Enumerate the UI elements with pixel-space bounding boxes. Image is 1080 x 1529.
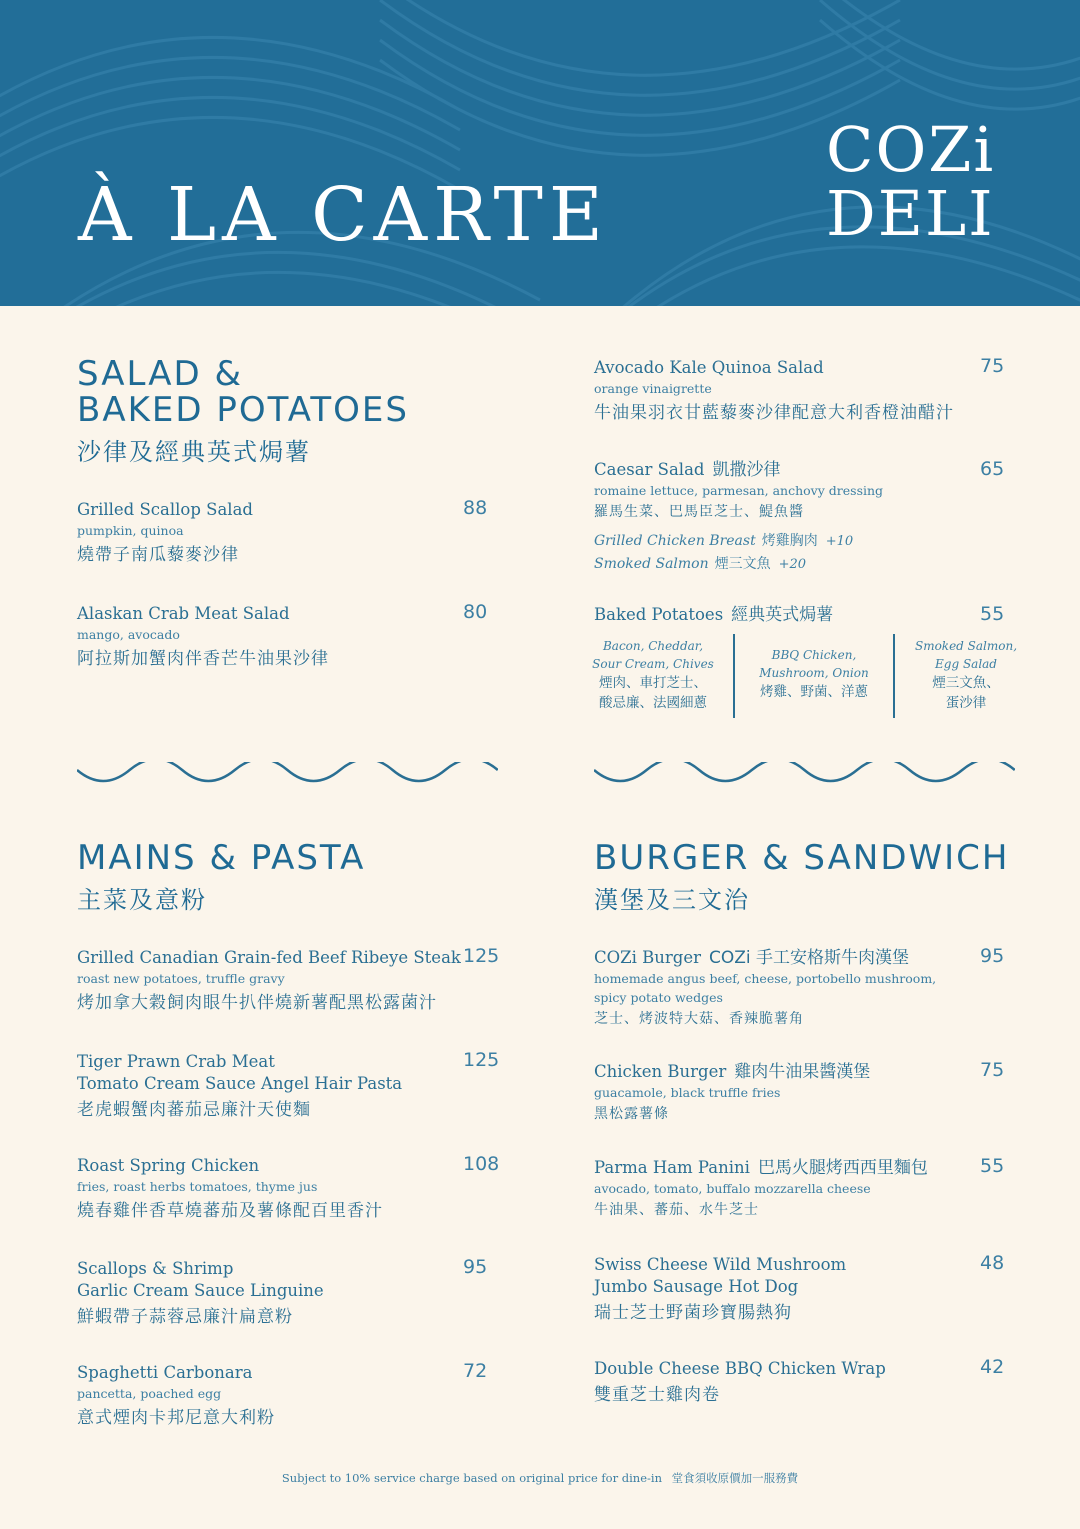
option-cn: 蛋沙律	[945, 695, 987, 711]
menu-item	[77, 603, 329, 672]
item-cn: 芝士、烤波特大菇、香辣脆薯角	[594, 1011, 804, 1027]
item-desc: mango, avocado	[77, 627, 180, 642]
item-desc: roast new potatoes, truffle gravy	[77, 971, 285, 986]
service-charge-note	[0, 1470, 1080, 1486]
item-desc: guacamole, black truffle fries	[594, 1085, 781, 1100]
item-price: 72	[463, 1360, 488, 1382]
item-cn: 老虎蝦蟹肉蕃茄忌廉汁天使麵	[77, 1100, 311, 1120]
item-name	[594, 1061, 870, 1083]
item-desc: avocado, tomato, buffalo mozzarella cheese	[594, 1181, 871, 1196]
item-cn: 烤加拿大穀飼肉眼牛扒伴燒新薯配黑松露菌汁	[77, 993, 437, 1013]
option-cn: 酸忌廉、法國細蔥	[599, 695, 707, 711]
item-price: 88	[463, 497, 488, 519]
item-cn: 黑松露薯條	[594, 1106, 669, 1122]
item-name: Swiss Cheese Wild Mushroom	[594, 1255, 847, 1274]
menu-item	[594, 459, 883, 576]
menu-item	[594, 1157, 928, 1220]
item-cn: 牛油果羽衣甘藍藜麥沙律配意大利香橙油醋汁	[594, 403, 954, 423]
menu-item	[77, 1362, 275, 1431]
section-title-burger: BURGER & SANDWICH	[594, 838, 1010, 878]
item-name: Scallops & Shrimp	[77, 1259, 234, 1278]
logo-line2: DELI	[826, 177, 995, 250]
option-cn: 烤雞、野菌、洋蔥	[760, 684, 868, 700]
addon-item	[594, 553, 883, 576]
item-name-en: Caesar Salad	[594, 460, 705, 479]
menu-item	[77, 499, 253, 568]
menu-item-potatoes	[594, 604, 833, 626]
item-price: 55	[980, 603, 1005, 625]
item-cn: 雙重芝士雞肉卷	[594, 1385, 720, 1405]
option-en: Sour Cream, Chives	[592, 657, 714, 671]
wave-divider-right	[594, 762, 1015, 792]
item-price: 95	[980, 945, 1005, 967]
item-name: Tiger Prawn Crab Meat	[77, 1052, 275, 1071]
item-price: 75	[980, 355, 1005, 377]
item-name	[594, 947, 936, 969]
item-name-en: Parma Ham Panini	[594, 1158, 750, 1177]
option-en: BBQ Chicken,	[771, 648, 857, 662]
item-price: 75	[980, 1059, 1005, 1081]
potato-option	[906, 637, 1026, 713]
item-name	[594, 604, 833, 626]
item-price: 65	[980, 458, 1005, 480]
potato-option	[748, 646, 880, 702]
item-price: 108	[463, 1153, 500, 1175]
item-desc-line2: spicy potato wedges	[594, 990, 723, 1005]
section-title-salad-cn: 沙律及經典英式焗薯	[77, 438, 311, 466]
menu-item	[594, 1254, 846, 1326]
addon-item	[594, 530, 883, 553]
item-name-en: COZi Burger	[594, 948, 701, 967]
section-title-mains: MAINS & PASTA	[77, 838, 366, 878]
item-price: 55	[980, 1155, 1005, 1177]
addon-extra: +20	[778, 557, 807, 572]
item-price: 80	[463, 601, 488, 623]
item-desc: fries, roast herbs tomatoes, thyme jus	[77, 1179, 318, 1194]
item-name-cn: 凱撒沙律	[712, 460, 781, 480]
addon-extra: +10	[825, 534, 854, 549]
addon-cn: 煙三文魚	[714, 556, 771, 572]
menu-item	[77, 1258, 324, 1330]
item-cn: 意式煙肉卡邦尼意大利粉	[77, 1408, 275, 1428]
menu-item	[77, 1051, 402, 1123]
item-name-cn: 巴馬火腿烤西西里麵包	[757, 1158, 928, 1178]
menu-item	[77, 1155, 383, 1224]
item-name: Alaskan Crab Meat Salad	[77, 604, 290, 623]
menu-item	[594, 357, 954, 426]
item-cn: 牛油果、蕃茄、水牛芝士	[594, 1202, 759, 1218]
option-en: Mushroom, Onion	[759, 666, 869, 680]
menu-item	[594, 1061, 870, 1124]
item-name-line2: Tomato Cream Sauce Angel Hair Pasta	[77, 1074, 403, 1093]
item-price: 42	[980, 1356, 1005, 1378]
option-cn: 煙三文魚、	[932, 675, 1000, 691]
menu-item	[594, 947, 936, 1029]
section-title-mains-cn: 主菜及意粉	[77, 886, 207, 914]
item-name-en: Baked Potatoes	[594, 605, 724, 624]
item-desc: pancetta, poached egg	[77, 1386, 222, 1401]
potato-option	[588, 637, 718, 713]
addon-name: Grilled Chicken Breast	[594, 533, 756, 549]
item-price: 95	[463, 1256, 488, 1278]
section-title-salad-line2: BAKED POTATOES	[77, 390, 409, 430]
footer-text-cn: 堂食須收原價加一服務費	[671, 1471, 799, 1485]
item-name: Avocado Kale Quinoa Salad	[594, 358, 824, 377]
addon-cn: 烤雞胸肉	[761, 533, 818, 549]
item-cn: 阿拉斯加蟹肉伴香芒牛油果沙律	[77, 649, 329, 669]
item-price: 125	[463, 1049, 500, 1071]
item-name: Double Cheese BBQ Chicken Wrap	[594, 1359, 886, 1378]
section-title-burger-cn: 漢堡及三文治	[594, 886, 750, 914]
section-title-salad-line1: SALAD &	[77, 354, 243, 394]
item-desc: pumpkin, quinoa	[77, 523, 184, 538]
option-en: Smoked Salmon,	[914, 639, 1018, 653]
item-cn: 燒帶子南瓜藜麥沙律	[77, 545, 239, 565]
logo-line1: COZi	[826, 113, 996, 186]
item-name-cn: 經典英式焗薯	[731, 605, 834, 625]
item-name-line2: Garlic Cream Sauce Linguine	[77, 1281, 324, 1300]
item-desc: homemade angus beef, cheese, portobello mushroom,	[594, 971, 937, 986]
divider	[733, 634, 735, 718]
item-price: 125	[463, 945, 500, 967]
item-desc: romaine lettuce, parmesan, anchovy dressing	[594, 483, 884, 498]
item-name-cn: 雞肉牛油果醬漢堡	[734, 1062, 871, 1082]
option-en: Bacon, Cheddar,	[602, 639, 704, 653]
item-name-en: Chicken Burger	[594, 1062, 727, 1081]
item-name-cn: COZi 手工安格斯牛肉漢堡	[709, 948, 910, 968]
item-cn: 羅馬生菜、巴馬臣芝士、鯷魚醬	[594, 504, 804, 520]
menu-item	[594, 1358, 886, 1408]
page-title: À LA CARTE	[78, 172, 609, 258]
item-name	[594, 1157, 928, 1179]
header-banner	[0, 0, 1080, 306]
item-name: Grilled Canadian Grain-fed Beef Ribeye Steak	[77, 948, 461, 967]
item-name: Roast Spring Chicken	[77, 1156, 260, 1175]
option-cn: 煙肉、車打芝士、	[599, 675, 707, 691]
item-name: Spaghetti Carbonara	[77, 1363, 253, 1382]
item-name-line2: Jumbo Sausage Hot Dog	[594, 1277, 799, 1296]
addon-name: Smoked Salmon	[594, 556, 709, 572]
cozi-deli-logo	[826, 113, 1010, 250]
item-cn: 鮮蝦帶子蒜蓉忌廉汁扁意粉	[77, 1307, 293, 1327]
item-desc: orange vinaigrette	[594, 381, 712, 396]
wave-divider-left	[77, 762, 498, 792]
item-cn: 燒春雞伴香草燒蕃茄及薯條配百里香汁	[77, 1201, 383, 1221]
item-name: Grilled Scallop Salad	[77, 500, 253, 519]
item-cn: 瑞士芝士野菌珍寶腸熱狗	[594, 1303, 792, 1323]
menu-item	[77, 947, 461, 1016]
item-price: 48	[980, 1252, 1005, 1274]
footer-text-en: Subject to 10% service charge based on original price for dine-in	[281, 1471, 662, 1485]
item-name	[594, 459, 883, 481]
divider	[893, 634, 895, 718]
option-en: Egg Salad	[935, 657, 997, 671]
